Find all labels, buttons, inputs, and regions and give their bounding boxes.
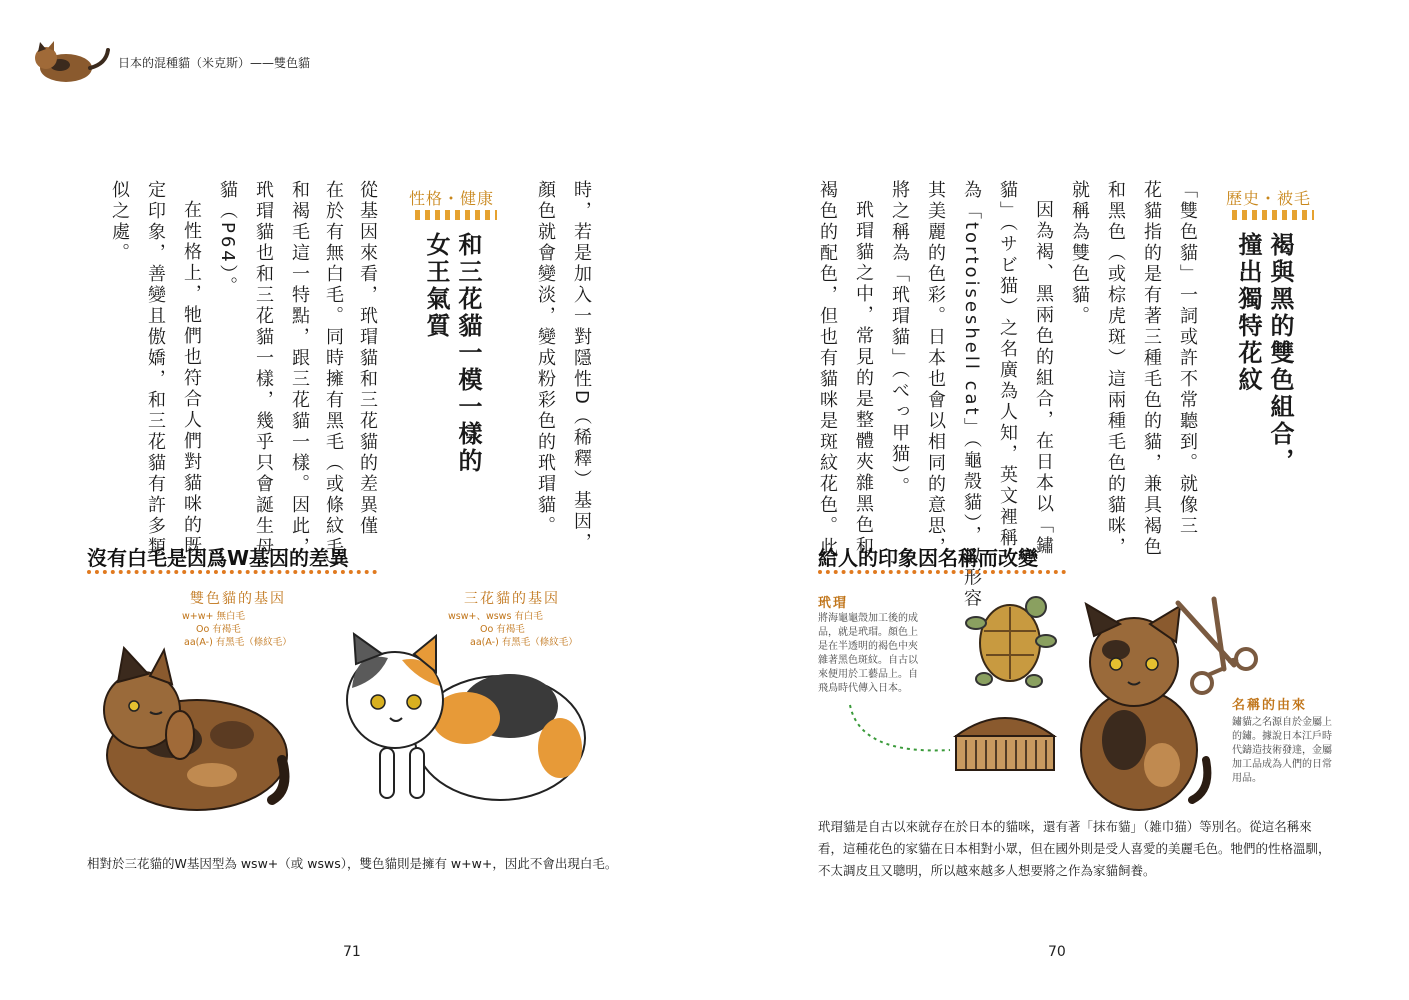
right-section-title: 給人的印象因名稱而改變 [818,546,1038,570]
right-body-col-4: 就稱為雙色貓。 [1069,180,1090,327]
right-body-col-5: 因為褐、黑兩色的組合，在日本以「鏽 [1033,200,1054,557]
gene-calico-line-3: aa(A-) 有黑毛（條紋毛） [470,637,578,648]
gene-calico-line-2: Oo 有褐毛 [480,624,525,635]
left-body-col-1: 從基因來看，玳瑁貓和三花貓的差異僅 [357,180,378,537]
note-left-title: 玳瑁 [818,596,849,611]
right-body-col-6: 貓」（サビ猫）之名廣為人知，英文裡稱 [997,180,1018,549]
note-left-line-4: 雜著黑色斑紋。自古以 [818,655,918,666]
left-section-dots [87,570,377,574]
gene-calico-line-1: wsw+、wsws 有白毛 [448,611,543,622]
left-body-col-2: 在於有無白毛。同時擁有黑毛（或條紋毛） [323,180,344,579]
right-body-col-3: 和黑色（或棕虎斑）這兩種毛色的貓咪， [1105,180,1126,558]
left-heading-col-2: 女王氣質 [422,232,450,340]
gene-bi-line-2: Oo 有褐毛 [196,624,241,635]
right-tag: 歷史・被毛 [1226,189,1312,208]
right-paragraph-line-1: 玳瑁貓是自古以來就存在於日本的貓咪，還有著「抹布貓」（雑巾猫）等別名。從這名稱來 [818,819,1312,834]
tortie-cat-illustration [72,640,292,815]
right-body-col-1: 「雙色貓」一詞或許不常聽到。就像三 [1177,180,1198,537]
right-body-col-2: 花貓指的是有著三種毛色的貓，兼具褐色 [1141,180,1162,558]
left-body-col-5: 貓（P64）。 [217,180,238,298]
left-heading-col-1: 和三花貓一模一樣的 [454,232,482,475]
calico-cat-illustration [330,628,590,808]
note-right-title: 名稱的由來 [1232,698,1308,713]
left-body-col-3: 和褐毛這一特點，跟三花貓一樣。因此， [289,180,310,558]
scissors-illustration [1164,595,1274,705]
left-tag: 性格・健康 [409,189,495,208]
right-body-col-11: 褐色的配色，但也有貓咪是斑紋花色。此 [817,180,838,558]
left-body-col-4: 玳瑁貓也和三花貓一樣，幾乎只會誕生母 [253,180,274,558]
left-body-col-6: 在性格上，牠們也符合人們對貓咪的既 [181,200,202,557]
note-right-line-5: 用品。 [1232,773,1262,784]
header-cat-icon [32,38,112,86]
note-left-line-1: 將海龜龜殼加工後的成 [818,613,918,624]
left-intro-col-1: 時，若是加入一對隱性D（稀釋）基因， [571,180,592,554]
left-intro-col-2: 顏色就會變淡，變成粉彩色的玳瑁貓。 [535,180,556,537]
header-title: 日本的混種貓（米克斯）——雙色貓 [118,56,311,70]
gene-bi-title: 雙色貓的基因 [190,591,286,607]
right-tag-checker [1232,210,1314,220]
note-right-line-4: 加工品成為人們的日常 [1232,759,1332,770]
right-heading-col-2: 撞出獨特花紋 [1234,232,1262,394]
note-left-line-2: 品，就是玳瑁。顏色上 [818,627,918,638]
right-paragraph-line-3: 不太調皮且又聰明，所以越來越多人想要將之作為家貓飼養。 [818,863,1156,878]
right-paragraph-line-2: 看，這種花色的家貓在日本相對小眾，但在國外則是受人喜愛的美麗毛色。牠們的性格溫馴， [818,841,1331,856]
note-left-line-6: 飛鳥時代傳入日本。 [818,683,908,694]
right-heading-col-1: 褐與黑的雙色組合， [1266,232,1294,475]
gene-bi-line-3: aa(A-) 有黑毛（條紋毛） [184,637,292,648]
left-page-number: 71 [343,944,361,960]
gene-bi-line-1: w+w+ 無白毛 [182,611,245,622]
right-body-col-8: 其美麗的色彩。日本也會以相同的意思， [925,180,946,558]
left-tag-checker [415,210,497,220]
right-body-col-9: 將之稱為「玳瑁貓」（べっ甲猫）。 [889,180,910,498]
note-right-line-2: 的鏽。據說日本江戶時 [1232,731,1332,742]
right-section-dots [818,570,1066,574]
note-arc-left [840,700,960,760]
turtle-illustration [962,583,1062,693]
left-caption: 相對於三花貓的W基因型為 wsw+（或 wsws），雙色貓則是擁有 w+w+，因此不會出現白毛。 [87,856,618,871]
note-left-line-3: 是在半透明的褐色中夾 [818,641,918,652]
gene-calico-title: 三花貓的基因 [464,591,560,607]
left-section-title: 沒有白毛是因爲W基因的差異 [87,546,350,570]
left-body-col-8: 似之處。 [109,180,130,264]
note-left-line-5: 來便用於工藝品上。自 [818,669,918,680]
right-body-col-10: 玳瑁貓之中，常見的是整體夾雜黑色和 [853,200,874,557]
left-body-col-7: 定印象，善變且傲嬌，和三花貓有許多類 [145,180,166,558]
note-right-line-1: 鏽貓之名源自於金屬上 [1232,717,1332,728]
right-body-col-7: 為「tortoiseshell cat」（龜殼貓），以形容 [961,180,982,610]
note-right-line-3: 代鑄造技術發達，金屬 [1232,745,1332,756]
right-page-number: 70 [1048,944,1066,960]
comb-illustration [950,706,1060,776]
